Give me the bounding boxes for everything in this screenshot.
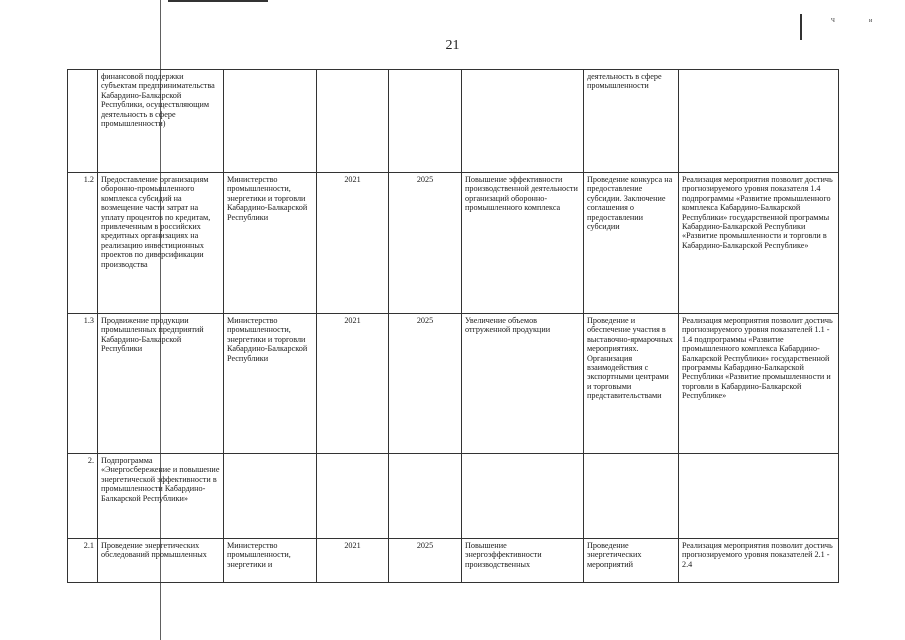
- cell-activities: Проведение и обеспечение участия в выставочно-ярмарочных мероприятиях. Организация взаимодействия с экспортными центрами и торговыми представительствами: [584, 314, 679, 454]
- page-number: 21: [445, 38, 460, 53]
- cell-name: Продвижение продукции промышленных предприятий Кабардино-Балкарской Республики: [98, 314, 224, 454]
- table-row: [68, 70, 839, 173]
- cell-result: Увеличение объемов отгруженной продукции: [462, 314, 584, 454]
- cell-start: 2021: [317, 539, 389, 583]
- cell-end: 2025: [389, 173, 462, 314]
- corner-mark-2: и: [869, 18, 873, 24]
- cell-num: 1.2: [68, 173, 98, 314]
- cell-activities: Проведение энергетических мероприятий: [584, 539, 679, 583]
- cell-end: 2025: [389, 539, 462, 583]
- cell-executor: Министерство промышленности, энергетики и торговли Кабардино-Балкарской Республики: [224, 173, 317, 314]
- cell-indicators: [679, 454, 839, 539]
- cell-num: 2.1: [68, 539, 98, 583]
- cell-name: Предоставление организациям оборонно-промышленного комплекса субсидий на возмещение части затрат на уплату процентов по кредитам, привлеченным в российских кредитных организациях на реализацию инвестиционных проектов по диверсификации производства: [98, 173, 224, 314]
- cell-activities: [584, 454, 679, 539]
- cell-start: 2021: [317, 173, 389, 314]
- cell-start: 2021: [317, 314, 389, 454]
- table-row: [68, 454, 839, 539]
- cell-executor: Министерство промышленности, энергетики и: [224, 539, 317, 583]
- cell-activities: Проведение конкурса на предоставление субсидии. Заключение соглашения о предоставлении субсидии: [584, 173, 679, 314]
- cell-result: Повышение энергоэффективности производственных: [462, 539, 584, 583]
- cell-end: 2025: [389, 314, 462, 454]
- table-row: [68, 173, 839, 314]
- cell-indicators: Реализация мероприятия позволит достичь прогнозируемого уровня показателя 1.4 подпрограммы «Развитие промышленного комплекса Кабардино-Балкарской Республики» государственной программы Кабардино-Балкарской Республики «Развитие промышленности и торговли в Кабардино-Балкарской Республике»: [679, 173, 839, 314]
- cell-executor: [224, 70, 317, 173]
- corner-mark-1: Ч: [831, 18, 835, 24]
- cell-end: [389, 70, 462, 173]
- scan-right-mark: [800, 14, 802, 40]
- cell-num: 1.3: [68, 314, 98, 454]
- measures-table: [67, 69, 839, 583]
- cell-start: [317, 70, 389, 173]
- cell-result: [462, 70, 584, 173]
- cell-end: [389, 454, 462, 539]
- table-row: [68, 314, 839, 454]
- table-row: [68, 539, 839, 583]
- cell-executor: [224, 454, 317, 539]
- cell-indicators: Реализация мероприятия позволит достичь прогнозируемого уровня показателей 2.1 - 2.4: [679, 539, 839, 583]
- cell-result: Повышение эффективности производственной деятельности организаций оборонно-промышленного комплекса: [462, 173, 584, 314]
- cell-activities: деятельность в сфере промышленности: [584, 70, 679, 173]
- cell-executor: Министерство промышленности, энергетики и торговли Кабардино-Балкарской Республики: [224, 314, 317, 454]
- cell-name: финансовой поддержки субъектам предпринимательства Кабардино-Балкарской Республики, осуществляющим деятельность в сфере промышленности): [98, 70, 224, 173]
- cell-name: Подпрограмма «Энергосбережение и повышение энергетической эффективности в промышленности Кабардино-Балкарской Республики»: [98, 454, 224, 539]
- cell-indicators: Реализация мероприятия позволит достичь прогнозируемого уровня показателей 1.1 - 1.4 подпрограммы «Развитие промышленного комплекса Кабардино-Балкарской Республики» государственной программы Кабардино-Балкарской Республики «Развитие промышленности и торговли в Кабардино-Балкарской Республике»: [679, 314, 839, 454]
- cell-name: Проведение энергетических обследований промышленных: [98, 539, 224, 583]
- cell-start: [317, 454, 389, 539]
- cell-result: [462, 454, 584, 539]
- cell-num: [68, 70, 98, 173]
- cell-indicators: [679, 70, 839, 173]
- cell-num: 2.: [68, 454, 98, 539]
- scan-top-mark: [168, 0, 268, 2]
